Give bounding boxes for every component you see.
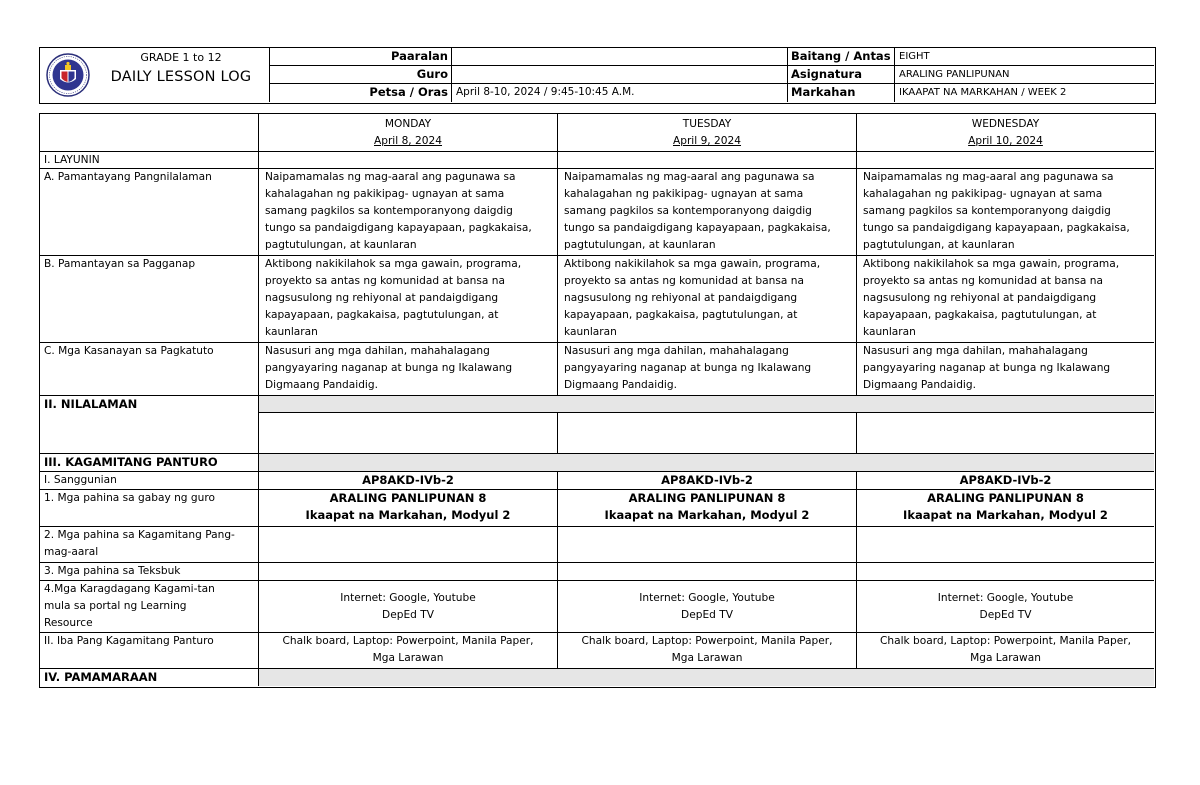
row-label-gabay: 1. Mga pahina sa gabay ng guro — [40, 490, 259, 527]
row-c-wed: Nasusuri ang mga dahilan, mahahalagang pangyayaring naganap at bunga ng Ikalawang Digmaang Pandaidig. — [857, 343, 1154, 396]
row-b-wed: Aktibong nakikilahok sa mga gawain, programa, proyekto sa antas ng komunidad at bansa na nagsusulong ng rehiyonal at pandaigdigang kapayapaan, pagkakaisa, pagtutulungan, at kaunlaran — [857, 256, 1154, 343]
karagdagan-line1: Internet: Google, Youtube — [937, 592, 1074, 604]
header-row-school — [270, 48, 1154, 66]
row-label-c: C. Mga Kasanayan sa Pagkatuto — [40, 343, 259, 396]
page-title: DAILY LESSON LOG — [110, 69, 252, 85]
header-row-date — [270, 84, 1154, 102]
section-pamamaraan: IV. PAMAMARAAN — [40, 669, 259, 686]
row-b-tue: Aktibong nakikilahok sa mga gawain, programa, proyekto sa antas ng komunidad at bansa na nagsusulong ng rehiyonal at pandaigdigang kapayapaan, pagkakaisa, pagtutulungan, at kaunlaran — [558, 256, 857, 343]
teacher-label: Guro — [270, 66, 452, 84]
school-field[interactable] — [452, 48, 788, 66]
nilalaman-cell-tue — [558, 413, 857, 454]
day-header-tuesday — [558, 114, 857, 152]
iba-mon — [259, 633, 558, 669]
sanggunian-code-wed: AP8AKD-IVb-2 — [857, 472, 1154, 490]
row-b-mon: Aktibong nakikilahok sa mga gawain, programa, proyekto sa antas ng komunidad at bansa na nagsusulong ng rehiyonal at pandaigdigang kapayapaan, pagkakaisa, pagtutulungan, at kaunlaran — [259, 256, 558, 343]
gabay-mon — [259, 490, 558, 527]
row-a-mon: Naipamamalas ng mag-aaral ang pagunawa sa kahalagahan ng pakikipag- ugnayan at sama samang pagkilos sa kontemporanyong daigdig tungo sa pandaigdigang kapayapaan, pagkakaisa, pagtutulungan, at kaunlaran — [259, 169, 558, 256]
day-date: April 9, 2024 — [672, 135, 742, 147]
gabay-line2: Ikaapat na Markahan, Modyul 2 — [305, 508, 511, 522]
row-label-iba-pang-kagamitan: II. Iba Pang Kagamitang Panturo — [40, 633, 259, 669]
row-c-mon: Nasusuri ang mga dahilan, mahahalagang pangyayaring naganap at bunga ng Ikalawang Digmaang Pandaidig. — [259, 343, 558, 396]
gabay-line2: Ikaapat na Markahan, Modyul 2 — [903, 508, 1108, 522]
grade-level-label: Baitang / Antas — [788, 48, 895, 66]
iba-line1: Chalk board, Laptop: Powerpoint, Manila Paper, — [282, 635, 534, 647]
nilalaman-cell-mon — [259, 413, 558, 454]
iba-line1: Chalk board, Laptop: Powerpoint, Manila Paper, — [581, 635, 833, 647]
iba-line2: Mga Larawan — [372, 652, 444, 664]
row-label-teksbuk: 3. Mga pahina sa Teksbuk — [40, 563, 259, 581]
karagdagan-tue — [558, 581, 857, 633]
subject-field[interactable]: ARALING PANLIPUNAN — [899, 69, 1010, 80]
day-date: April 10, 2024 — [968, 135, 1043, 147]
subject-label: Asignatura — [788, 66, 895, 84]
iba-tue — [558, 633, 857, 669]
row-label-kagamitan-mag-aaral: 2. Mga pahina sa Kagamitang Pang- mag-aaral — [40, 527, 259, 563]
teacher-field[interactable] — [452, 66, 788, 84]
row-a-tue: Naipamamalas ng mag-aaral ang pagunawa sa kahalagahan ng pakikipag- ugnayan at sama samang pagkilos sa kontemporanyong daigdig tungo sa pandaigdigang kapayapaan, pagkakaisa, pagtutulungan, at kaunlaran — [558, 169, 857, 256]
row-label-sanggunian: I. Sanggunian — [40, 472, 259, 490]
gabay-tue — [558, 490, 857, 527]
iba-line1: Chalk board, Laptop: Powerpoint, Manila Paper, — [879, 635, 1132, 647]
layunin-cell-mon — [259, 152, 558, 169]
header-table — [39, 47, 1156, 104]
teksbuk-mon — [259, 563, 558, 581]
layunin-cell-tue — [558, 152, 857, 169]
logo-cell — [40, 48, 270, 102]
layunin-cell-wed — [857, 152, 1154, 169]
day-header-wednesday — [857, 114, 1154, 152]
kagamitan-tue — [558, 527, 857, 563]
kagamitan-wed — [857, 527, 1154, 563]
teksbuk-wed — [857, 563, 1154, 581]
gabay-line1: ARALING PANLIPUNAN 8 — [329, 491, 487, 505]
kagamitan-shaded-bar — [259, 454, 1154, 472]
corner-cell — [40, 114, 259, 152]
date-field[interactable]: April 8-10, 2024 / 9:45-10:45 A.M. — [452, 84, 788, 102]
row-label-karagdagan: 4.Mga Karagdagang Kagami-tan mula sa portal ng Learning Resource — [40, 581, 259, 633]
grade-range: GRADE 1 to 12 — [140, 51, 222, 64]
lesson-log-table — [39, 113, 1156, 688]
grade-level-field[interactable]: EIGHT — [899, 51, 930, 62]
iba-line2: Mga Larawan — [970, 652, 1041, 664]
sanggunian-code-mon: AP8AKD-IVb-2 — [259, 472, 558, 490]
karagdagan-line2: DepEd TV — [979, 609, 1032, 621]
row-label-a: A. Pamantayang Pangnilalaman — [40, 169, 259, 256]
day-name: MONDAY — [384, 118, 432, 130]
gabay-line1: ARALING PANLIPUNAN 8 — [628, 491, 786, 505]
iba-wed — [857, 633, 1154, 669]
day-header-monday — [259, 114, 558, 152]
section-nilalaman: II. NILALAMAN — [40, 396, 259, 454]
nilalaman-shaded-bar — [259, 396, 1154, 413]
row-a-wed: Naipamamalas ng mag-aaral ang pagunawa sa kahalagahan ng pakikipag- ugnayan at sama samang pagkilos sa kontemporanyong daigdig tungo sa pandaigdigang kapayapaan, pagkakaisa, pagtutulungan, at kaunlaran — [857, 169, 1154, 256]
karagdagan-wed — [857, 581, 1154, 633]
day-name: WEDNESDAY — [971, 118, 1040, 130]
quarter-label: Markahan — [788, 84, 895, 102]
karagdagan-line2: DepEd TV — [681, 609, 733, 621]
karagdagan-line1: Internet: Google, Youtube — [639, 592, 775, 604]
school-label: Paaralan — [270, 48, 452, 66]
pamamaraan-shaded-bar — [259, 669, 1154, 686]
karagdagan-line2: DepEd TV — [382, 609, 434, 621]
row-label-b: B. Pamantayan sa Pagganap — [40, 256, 259, 343]
day-name: TUESDAY — [682, 118, 732, 130]
section-kagamitan: III. KAGAMITANG PANTURO — [40, 454, 259, 472]
gabay-wed — [857, 490, 1154, 527]
deped-seal-icon — [46, 53, 90, 97]
row-c-tue: Nasusuri ang mga dahilan, mahahalagang pangyayaring naganap at bunga ng Ikalawang Digmaang Pandaidig. — [558, 343, 857, 396]
date-label: Petsa / Oras — [270, 84, 452, 102]
karagdagan-line1: Internet: Google, Youtube — [340, 592, 476, 604]
iba-line2: Mga Larawan — [671, 652, 743, 664]
quarter-field[interactable]: IKAAPAT NA MARKAHAN / WEEK 2 — [899, 87, 1067, 98]
nilalaman-cell-wed — [857, 413, 1154, 454]
day-date: April 8, 2024 — [373, 135, 443, 147]
karagdagan-mon — [259, 581, 558, 633]
sanggunian-code-tue: AP8AKD-IVb-2 — [558, 472, 857, 490]
gabay-line1: ARALING PANLIPUNAN 8 — [927, 491, 1084, 505]
section-layunin: I. LAYUNIN — [40, 152, 259, 169]
teksbuk-tue — [558, 563, 857, 581]
header-row-teacher — [270, 66, 1154, 84]
gabay-line2: Ikaapat na Markahan, Modyul 2 — [604, 508, 810, 522]
kagamitan-mon — [259, 527, 558, 563]
